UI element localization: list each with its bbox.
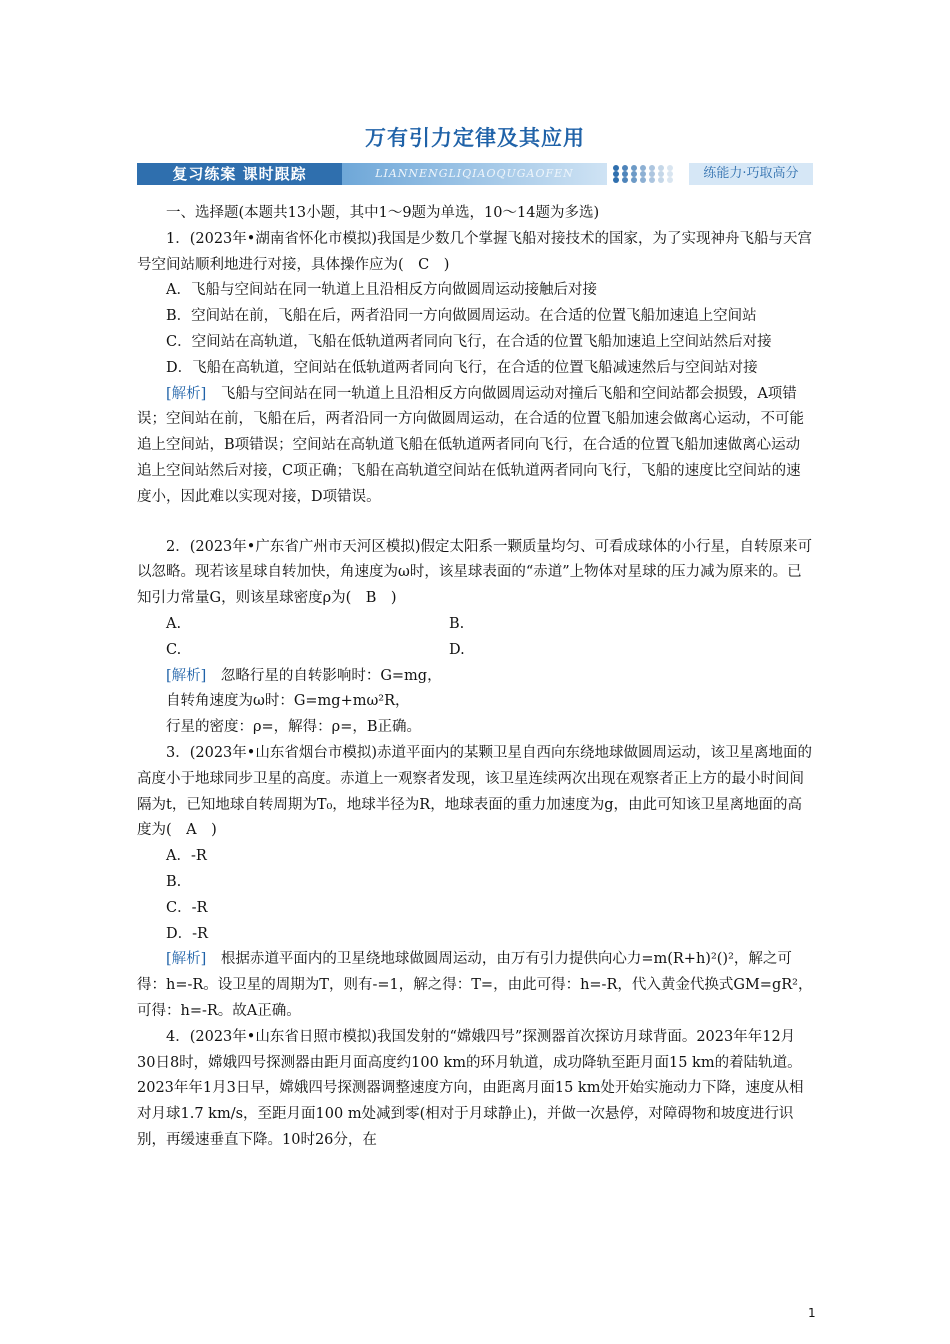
- dots-decoration-icon: [611, 163, 681, 185]
- question-2-option-c: C.: [166, 641, 182, 658]
- analysis-tag: [解析]: [166, 385, 207, 402]
- question-1-option-c: C．空间站在高轨道，飞船在低轨道两者同向飞行，在合适的位置飞船加速追上空间站然后对接: [166, 333, 772, 350]
- question-3-option-c: C．-R: [166, 899, 208, 916]
- question-1-option-a: A．飞船与空间站在同一轨道上且沿相反方向做圆周运动接触后对接: [166, 282, 597, 299]
- question-1-option-b: B．空间站在前，飞船在后，两者沿同一方向做圆周运动。在合适的位置飞船加速追上空间站: [166, 308, 757, 325]
- question-2-options-row-1: [137, 612, 813, 638]
- question-2-option-a: A.: [166, 615, 182, 632]
- question-4-stem: 4．(2023年•山东省日照市模拟)我国发射的“嫦娥四号”探测器首次探访月球背面。2023年年12月30日8时，嫦娥四号探测器由距月面高度约100 km的环月轨道，成功降轨至距月面15 km的着陆轨道。2023年年1月3日早，嫦娥四号探测器调整速度方向，由距离月面15 km处开始实施动力下降，速度从相对月球1.7 km/s，至距月面100 m处减到零(相对于月球静止)，并做一次悬停，对障碍物和坡度进行识别，再缓速垂直下降。10时26分，在: [137, 1028, 804, 1148]
- question-2-analysis-line-3: 行星的密度：ρ=，解得：ρ=，B正确。: [166, 719, 422, 736]
- banner-slogan: 练能力·巧取高分: [689, 163, 813, 185]
- question-3-stem: 3．(2023年•山东省烟台市模拟)赤道平面内的某颗卫星自西向东绕地球做圆周运动，该卫星离地面的高度小于地球同步卫星的高度。赤道上一观察者发现，该卫星连续两次出现在观察者正上方的最小时间间隔为t，已知地球自转周期为T₀，地球半径为R，地球表面的重力加速度为g，由此可知该卫星离地面的高度为( A ): [137, 744, 812, 839]
- analysis-tag: [解析]: [166, 667, 207, 684]
- banner-label: 复习练案 课时跟踪: [137, 163, 342, 185]
- question-3-analysis: [137, 947, 813, 1024]
- question-3-option-b: B.: [166, 873, 182, 890]
- banner-pinyin: LIANNENGLIQIAOQUGAOFEN: [342, 163, 607, 185]
- analysis-text: 飞船与空间站在同一轨道上且沿相反方向做圆周运动对撞后飞船和空间站都会损毁，A项错误；空间站在前，飞船在后，两者沿同一方向做圆周运动，在合适的位置飞船加速会做离心运动，不可能追上空间站，B项错误；空间站在高轨道飞船在低轨道两者同向飞行，在合适的位置飞船加速做离心运动追上空间站然后对接，C项正确；飞船在高轨道空间站在低轨道两者同向飞行，飞船的速度比空间站的速度小，因此难以实现对接，D项错误。: [137, 385, 804, 505]
- section-banner: [137, 163, 813, 185]
- page-title: 万有引力定律及其应用: [365, 126, 585, 150]
- question-3-option-a: A．-R: [166, 848, 207, 865]
- analysis-tag: [解析]: [166, 951, 207, 968]
- page-number: 1: [808, 1306, 816, 1320]
- analysis-text: 根据赤道平面内的卫星绕地球做圆周运动，由万有引力提供向心力=m(R+h)²()²，解之可得：h=-R。设卫星的周期为T，则有-=1，解之得：T=，由此可得：h=-R，代入黄金代换式GM=gR²，可得：h=-R。故A正确。: [137, 951, 813, 1019]
- question-1-stem: 1．(2023年•湖南省怀化市模拟)我国是少数几个掌握飞船对接技术的国家，为了实现神舟飞船与天宫号空间站顺利地进行对接，具体操作应为( C ): [137, 230, 812, 273]
- question-1-analysis: [137, 382, 813, 511]
- question-2-option-b: B.: [449, 615, 465, 632]
- question-2-options-row-2: [137, 638, 813, 664]
- question-3-option-d: D．-R: [166, 925, 208, 942]
- question-2-analysis: [137, 664, 813, 690]
- section-header: 一、选择题(本题共13小题，其中1～9题为单选，10～14题为多选): [166, 205, 600, 221]
- question-2-analysis-line-2: 自转角速度为ω时：G=mg+mω²R，: [166, 693, 410, 710]
- analysis-text: 忽略行星的自转影响时：G=mg，: [206, 667, 442, 684]
- question-1-option-d: D．飞船在高轨道，空间站在低轨道两者同向飞行，在合适的位置飞船减速然后与空间站对接: [166, 359, 758, 376]
- question-2-option-d: D.: [449, 641, 465, 658]
- document-body: [137, 201, 813, 1154]
- question-2-stem: 2．(2023年•广东省广州市天河区模拟)假定太阳系一颗质量均匀、可看成球体的小行星，自转原来可以忽略。现若该星球自转加快，角速度为ω时，该星球表面的“赤道”上物体对星球的压力减为原来的。已知引力常量G，则该星球密度ρ为( B ): [137, 538, 812, 607]
